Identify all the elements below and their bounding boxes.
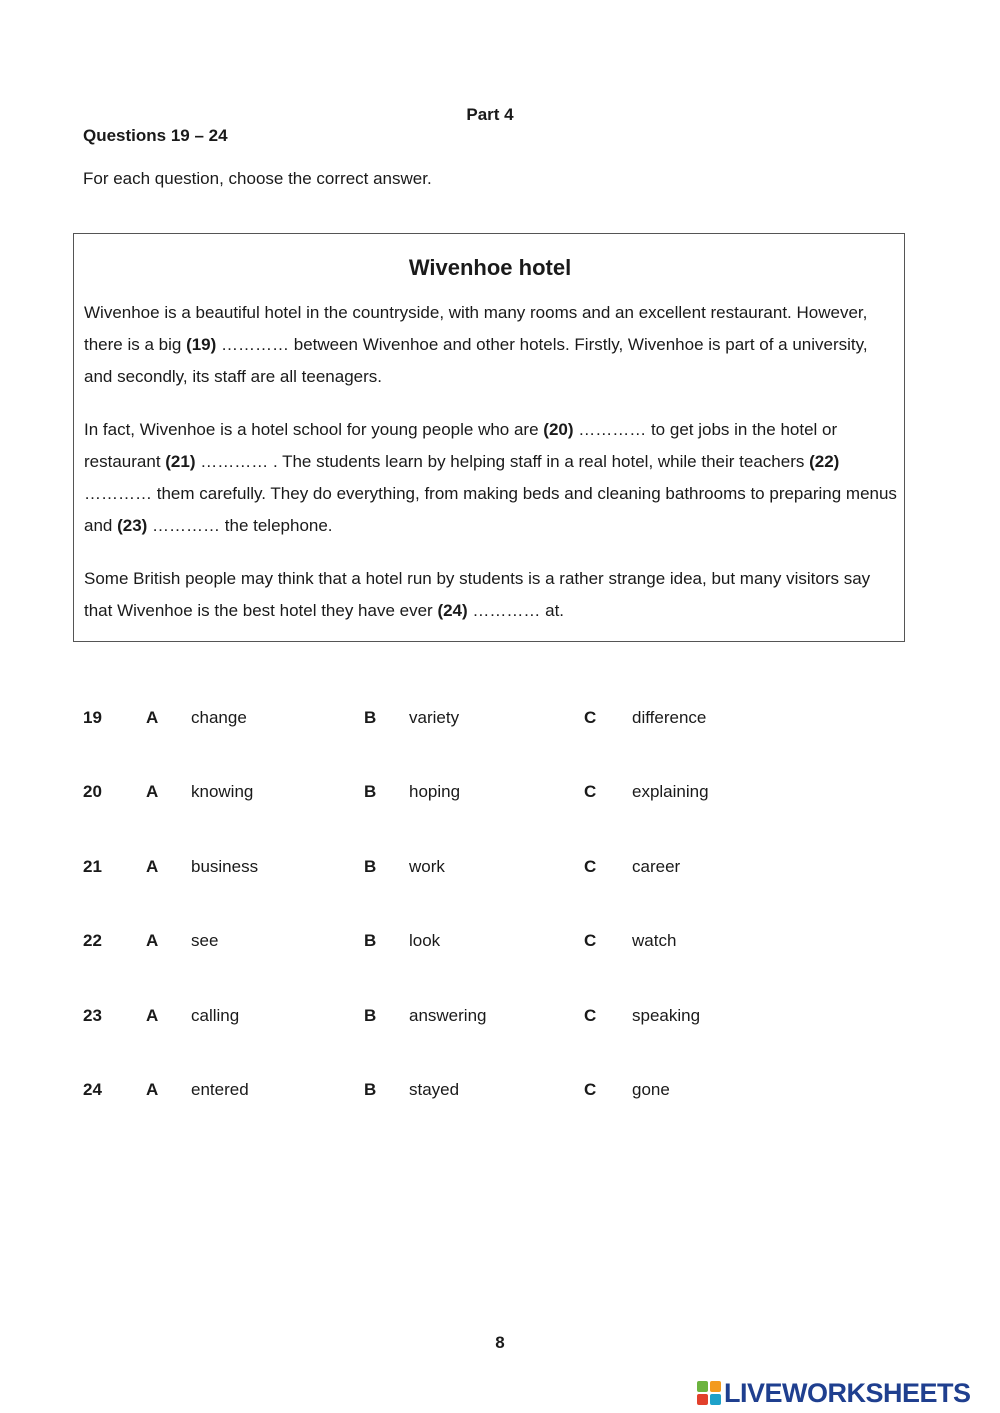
question-row-19 bbox=[83, 700, 883, 774]
paragraph-2-part-a: In fact, Wivenhoe is a hotel school for young people who are bbox=[84, 420, 544, 439]
option-letter-b: B bbox=[364, 708, 377, 727]
question-row-20 bbox=[83, 774, 883, 848]
gap-22-marker: (22) bbox=[809, 452, 840, 471]
option-letter-a: A bbox=[146, 1005, 159, 1025]
answer-options-list bbox=[83, 700, 883, 1146]
option-c[interactable]: watch bbox=[632, 931, 677, 951]
option-letter-c: C bbox=[584, 1079, 597, 1099]
option-letter-a: A bbox=[146, 782, 159, 802]
option-c[interactable]: career bbox=[632, 856, 681, 876]
logo-square-orange bbox=[710, 1381, 721, 1392]
option-c[interactable]: explaining bbox=[632, 782, 709, 802]
option-letter-c: C bbox=[584, 931, 597, 951]
option-letter-b: B bbox=[364, 856, 377, 876]
option-letter-b: B bbox=[364, 1079, 377, 1099]
paragraph-1-part-a: Wivenhoe is a beautiful hotel in the countryside, with many rooms and an excellent restaurant. However, there is a big bbox=[84, 303, 868, 354]
option-b[interactable]: hoping bbox=[409, 782, 461, 802]
paragraph-1 bbox=[84, 297, 899, 393]
option-letter-b: B bbox=[364, 1005, 377, 1025]
option-c[interactable]: speaking bbox=[632, 1005, 701, 1025]
text-title: Wivenhoe hotel bbox=[408, 255, 572, 280]
option-a[interactable]: change bbox=[191, 708, 247, 727]
option-a[interactable]: entered bbox=[191, 1079, 249, 1099]
paragraph-2-part-e: ………… the telephone. bbox=[147, 516, 333, 535]
gap-23-marker: (23) bbox=[117, 516, 148, 535]
paragraph-3 bbox=[84, 563, 899, 627]
option-letter-b: B bbox=[364, 782, 377, 802]
paragraph-2-part-b: ………… to get jobs in the hotel or restaurant bbox=[84, 420, 838, 471]
instruction-text: For each question, choose the correct answer. bbox=[83, 169, 432, 188]
option-c[interactable]: gone bbox=[632, 1079, 670, 1099]
question-number: 21 bbox=[83, 856, 102, 876]
question-number: 23 bbox=[83, 1005, 102, 1025]
option-a[interactable]: calling bbox=[191, 1005, 240, 1025]
option-letter-b: B bbox=[364, 931, 377, 951]
gap-21-marker: (21) bbox=[165, 452, 196, 471]
option-letter-a: A bbox=[146, 708, 159, 727]
question-row-22 bbox=[83, 923, 883, 997]
question-number: 20 bbox=[83, 782, 102, 802]
page-number: 8 bbox=[495, 1333, 505, 1352]
liveworksheets-logo[interactable] bbox=[697, 1378, 971, 1408]
option-c[interactable]: difference bbox=[632, 708, 707, 727]
option-letter-c: C bbox=[584, 708, 597, 727]
paragraph-1-part-b: ………… between Wivenhoe and other hotels. Firstly, Wivenhoe is part of a university, and secondly, its staff are all teenagers. bbox=[84, 335, 868, 386]
paragraph-3-part-b: ………… at. bbox=[467, 601, 565, 620]
option-a[interactable]: business bbox=[191, 856, 259, 876]
question-number: 24 bbox=[83, 1079, 102, 1099]
option-b[interactable]: stayed bbox=[409, 1079, 460, 1099]
paragraph-2 bbox=[84, 414, 899, 542]
option-a[interactable]: see bbox=[191, 931, 219, 951]
option-letter-c: C bbox=[584, 1005, 597, 1025]
option-b[interactable]: answering bbox=[409, 1005, 487, 1025]
logo-square-red bbox=[697, 1394, 708, 1405]
option-a[interactable]: knowing bbox=[191, 782, 254, 802]
questions-range-title: Questions 19 – 24 bbox=[83, 126, 228, 145]
option-letter-a: A bbox=[146, 856, 159, 876]
question-number: 19 bbox=[83, 708, 102, 727]
liveworksheets-logo-icon bbox=[697, 1381, 721, 1405]
option-b[interactable]: variety bbox=[409, 708, 460, 727]
option-letter-c: C bbox=[584, 782, 597, 802]
paragraph-2-part-d: ………… them carefully. They do everything, from making beds and cleaning bathrooms to preparing menus and bbox=[84, 484, 897, 535]
option-letter-c: C bbox=[584, 856, 597, 876]
reading-text-box bbox=[73, 233, 905, 642]
gap-24-marker: (24) bbox=[437, 601, 468, 620]
logo-square-green bbox=[697, 1381, 708, 1392]
gap-19-marker: (19) bbox=[186, 335, 217, 354]
option-b[interactable]: look bbox=[409, 931, 441, 951]
logo-square-teal bbox=[710, 1394, 721, 1405]
paragraph-2-part-c: ………… . The students learn by helping staff in a real hotel, while their teachers bbox=[195, 452, 810, 471]
part-title: Part 4 bbox=[466, 105, 514, 124]
option-letter-a: A bbox=[146, 931, 159, 951]
question-row-23 bbox=[83, 998, 883, 1072]
paragraph-3-part-a: Some British people may think that a hotel run by students is a rather strange idea, but many visitors say that Wivenhoe is the best hotel they have ever bbox=[84, 569, 871, 620]
question-row-24 bbox=[83, 1072, 883, 1146]
gap-20-marker: (20) bbox=[543, 420, 574, 439]
liveworksheets-logo-text: LIVEWORKSHEETS bbox=[724, 1377, 971, 1408]
question-row-21 bbox=[83, 849, 883, 923]
option-letter-a: A bbox=[146, 1079, 159, 1099]
option-b[interactable]: work bbox=[409, 856, 445, 876]
question-number: 22 bbox=[83, 931, 102, 951]
